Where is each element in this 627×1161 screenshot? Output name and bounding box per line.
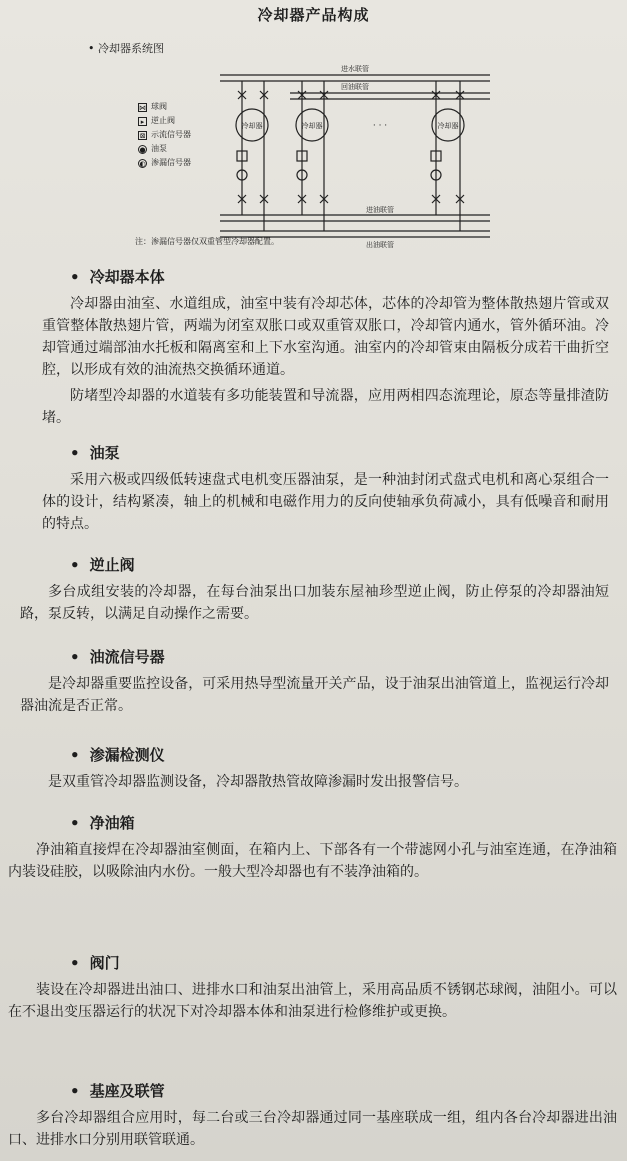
section-check-valve bbox=[0, 554, 627, 625]
section-heading: • 净油箱 bbox=[70, 814, 135, 832]
diagram-ellipsis: · · · bbox=[372, 121, 388, 131]
leak-signal-icon: ◐ bbox=[139, 159, 146, 168]
figure-caption: • 冷却器系统图 bbox=[88, 42, 164, 55]
section-heading: • 基座及联管 bbox=[70, 1082, 165, 1100]
section-paragraph: 冷却器由油室、水道组成，油室中装有冷却芯体，芯体的冷却管为整体散热翅片管或双重管整体散热翅片管，两端为闭室双胀口或双重管双胀口，冷却管内通水，管外循环油。冷却管通过端部油水托板和隔离室和上下水室沟通。油室内的冷却管束由隔板分成若干曲折空腔，以形成有效的油流热交换循环通道。 bbox=[42, 296, 609, 378]
legend-label: 示流信号器 bbox=[151, 130, 191, 139]
section-paragraph: 多台成组安装的冷却器，在每台油泵出口加装东屋袖珍型逆止阀，防止停泵的冷却器油短路，泵反转，以满足自动操作之需要。 bbox=[20, 584, 609, 622]
legend-label: 球阀 bbox=[151, 102, 167, 111]
valve-icon: ⋈ bbox=[139, 103, 146, 112]
legend-label: 油泵 bbox=[151, 144, 167, 153]
diagram-legend bbox=[138, 100, 191, 170]
section-paragraph: 是双重管冷却器监测设备，冷却器散热管故障渗漏时发出报警信号。 bbox=[48, 774, 468, 790]
section-paragraph: 多台冷却器组合应用时，每二台或三台冷却器通过同一基座联成一组，组内各台冷却器进出油口、进排水口分别用联管联通。 bbox=[8, 1110, 617, 1148]
legend-label: 渗漏信号器 bbox=[151, 158, 191, 167]
water-in-pipe-label: 进水联管 bbox=[341, 65, 369, 73]
section-base-and-manifold bbox=[0, 1080, 627, 1151]
legend-item bbox=[138, 114, 191, 128]
oil-out-pipe-label: 出油联管 bbox=[366, 241, 394, 249]
cooler-unit-2-label: 冷却器 bbox=[301, 122, 323, 130]
section-heading: • 冷却器本体 bbox=[70, 268, 165, 286]
section-flow-signal bbox=[0, 646, 627, 717]
oil-return-pipe-label: 回油联管 bbox=[341, 83, 369, 91]
cooler-unit-1-label: 冷却器 bbox=[241, 122, 263, 130]
section-oil-pump bbox=[0, 442, 627, 535]
section-paragraph: 装设在冷却器进出油口、进排水口和油泵出油管上，采用高品质不锈钢芯球阀，油阻小。可以在不退出变压器运行的状况下对冷却器本体和油泵进行检修维护或更换。 bbox=[8, 982, 617, 1020]
legend-item bbox=[138, 142, 191, 156]
section-heading: • 逆止阀 bbox=[70, 556, 135, 574]
legend-item bbox=[138, 100, 191, 114]
oil-in-pipe-label: 进油联管 bbox=[366, 206, 394, 214]
pump-icon: ● bbox=[139, 145, 146, 154]
section-oil-tank bbox=[0, 812, 627, 883]
flow-signal-icon: ⊠ bbox=[139, 131, 146, 140]
legend-item bbox=[138, 156, 191, 170]
page-title: 冷却器产品构成 bbox=[257, 6, 370, 24]
legend-label: 逆止阀 bbox=[151, 116, 175, 125]
section-paragraph: 防堵型冷却器的水道装有多功能装置和导流器，应用两相四态流理论，原态等量排渣防堵。 bbox=[42, 388, 609, 426]
section-leak-detector bbox=[0, 744, 627, 793]
section-heading: • 阀门 bbox=[70, 954, 120, 972]
section-paragraph: 采用六极或四级低转速盘式电机变压器油泵，是一种油封闭式盘式电机和离心泵组合一体的设计，结构紧凑，轴上的机械和电磁作用力的反向使轴承负荷减小，具有低噪音和耐用的特点。 bbox=[42, 472, 609, 532]
legend-item bbox=[138, 128, 191, 142]
section-heading: • 油流信号器 bbox=[70, 648, 165, 666]
section-cooler-body bbox=[0, 266, 627, 429]
section-heading: • 渗漏检测仪 bbox=[70, 746, 165, 764]
section-heading: • 油泵 bbox=[70, 444, 120, 462]
section-valves bbox=[0, 952, 627, 1023]
cooler-unit-3-label: 冷却器 bbox=[437, 122, 459, 130]
section-paragraph: 净油箱直接焊在冷却器油室侧面，在箱内上、下部各有一个带滤网小孔与油室连通，在净油箱内装设硅胶，以吸除油内水份。一般大型冷却器也有不装净油箱的。 bbox=[8, 842, 617, 880]
diagram-note: 注：渗漏信号器仅双重管型冷却器配置。 bbox=[135, 237, 279, 246]
check-valve-icon: ▸ bbox=[138, 117, 147, 126]
section-paragraph: 是冷却器重要监控设备，可采用热导型流量开关产品，设于油泵出油管道上，监视运行冷却器油流是否正常。 bbox=[20, 676, 609, 714]
